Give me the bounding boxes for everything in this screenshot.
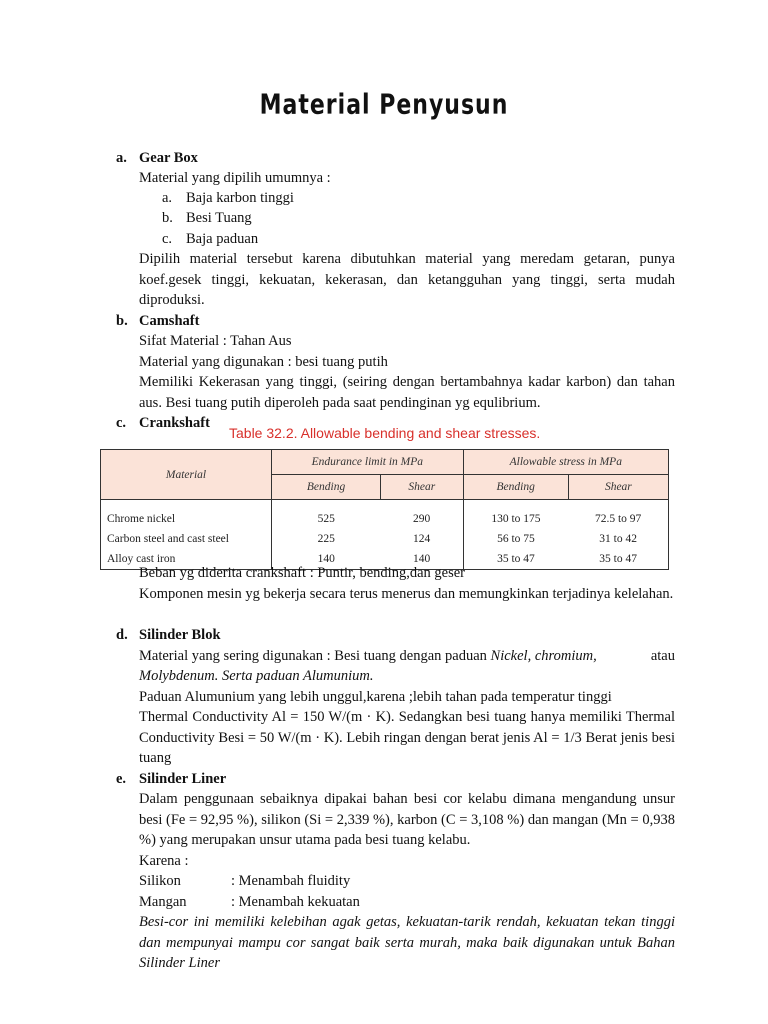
cell-end-bending: 140 [272, 549, 381, 570]
col-header-allowable: Allowable stress in MPa [463, 450, 668, 475]
silinder-blok-paragraph: Thermal Conductivity Al = 150 W/(m · K). Sedangkan besi tuang hanya memiliki Thermal Conductivity Besi = 50 W/(m · K). Lebih ringan dengan berat jenis Al = 1/3 Berat jenis besi tuang [139, 709, 675, 766]
section-marker-c: c. [116, 415, 127, 431]
sub-header-shear: Shear [381, 475, 464, 500]
material-text-end: atau [650, 648, 675, 664]
table-caption: Table 32.2. Allowable bending and shear stresses. [229, 425, 541, 441]
section-heading-crankshaft: Crankshaft [139, 415, 210, 431]
col-header-material: Material [101, 450, 272, 500]
crankshaft-load: Beban yg diderita crankshaft : Puntir, bending,dan geser [139, 565, 465, 581]
karena-label: Karena : [139, 853, 189, 869]
cell-end-shear: 290 [381, 500, 464, 530]
cell-allow-bending: 35 to 47 [463, 549, 568, 570]
sub-header-bending: Bending [272, 475, 381, 500]
cell-end-shear: 140 [381, 549, 464, 570]
list-item: Baja karbon tinggi [186, 190, 294, 206]
cell-allow-shear: 72.5 to 97 [568, 500, 668, 530]
section-marker-a: a. [116, 150, 127, 166]
page-title: Material Penyusun [259, 89, 509, 122]
table-row [101, 500, 669, 530]
cell-material: Chrome nickel [101, 500, 272, 530]
list-item: Besi Tuang [186, 210, 252, 226]
silinder-liner-paragraph: Dalam penggunaan sebaiknya dipakai bahan besi cor kelabu dimana mengandung unsur besi (Fe = 92,95 %), silikon (Si = 2,339 %), karbon (C = 3,108 %) dan mangan (Mn = 0,938 %) yang merupakan unsur utama pada besi tuang kelabu. [139, 791, 675, 848]
section-marker-d: d. [116, 627, 128, 643]
material-text-italic: Nickel, chromium, [490, 648, 597, 664]
list-marker: a. [162, 190, 173, 206]
cell-end-bending: 225 [272, 529, 381, 549]
cell-allow-shear: 35 to 47 [568, 549, 668, 570]
sub-header-bending: Bending [463, 475, 568, 500]
crankshaft-paragraph: Komponen mesin yg bekerja secara terus menerus dan memungkinkan terjadinya kelelahan. [139, 586, 674, 602]
silinder-blok-material [139, 646, 675, 666]
prop-value: : Menambah kekuatan [231, 894, 360, 910]
col-header-endurance: Endurance limit in MPa [272, 450, 464, 475]
section-heading-camshaft: Camshaft [139, 313, 200, 329]
camshaft-paragraph: Memiliki Kekerasan yang tinggi, (seiring dengan bertambahnya kadar karbon) dan tahan aus. Besi tuang putih diperoleh pada saat pendinginan yg equlibrium. [139, 374, 675, 411]
section-heading-silinder-liner: Silinder Liner [139, 771, 227, 787]
table-row [101, 529, 669, 549]
prop-value: : Menambah fluidity [231, 873, 351, 889]
material-text-plain: Material yang sering digunakan : Besi tuang dengan paduan [139, 648, 491, 664]
section-heading-silinder-blok: Silinder Blok [139, 627, 221, 643]
silinder-liner-closing: Besi-cor ini memiliki kelebihan agak getas, kekuatan-tarik rendah, kekuatan tekan tinggi dan mempunyai mampu cor sangat baik serta murah, maka baik digunakan untuk Bahan Silinder Liner [139, 914, 675, 971]
list-item: Baja paduan [186, 231, 259, 247]
section-heading-gear-box: Gear Box [139, 150, 198, 166]
cell-allow-bending: 56 to 75 [463, 529, 568, 549]
cell-end-bending: 525 [272, 500, 381, 530]
section-marker-b: b. [116, 313, 128, 329]
prop-name: Mangan [139, 894, 187, 910]
cell-allow-bending: 130 to 175 [463, 500, 568, 530]
silinder-blok-material-cont: Molybdenum. Serta paduan Alumunium. [139, 668, 374, 684]
list-marker: c. [162, 231, 173, 247]
cell-material: Alloy cast iron [101, 549, 272, 570]
cell-allow-shear: 31 to 42 [568, 529, 668, 549]
prop-name: Silikon [139, 873, 181, 889]
sub-header-shear: Shear [568, 475, 668, 500]
stress-table [100, 449, 669, 565]
list-marker: b. [162, 210, 173, 226]
camshaft-material: Material yang digunakan : besi tuang putih [139, 354, 388, 370]
gear-box-intro: Material yang dipilih umumnya : [139, 170, 331, 186]
gear-box-paragraph: Dipilih material tersebut karena dibutuhkan material yang meredam getaran, punya koef.gesek tinggi, kekuatan, kekerasan, dan ketangguhan yang tinggi, serta mudah diproduksi. [139, 251, 675, 308]
material-text [139, 646, 597, 666]
section-marker-e: e. [116, 771, 127, 787]
silinder-blok-alumunium: Paduan Alumunium yang lebih unggul,karena ;lebih tahan pada temperatur tinggi [139, 689, 612, 705]
cell-material: Carbon steel and cast steel [101, 529, 272, 549]
camshaft-property: Sifat Material : Tahan Aus [139, 333, 292, 349]
cell-end-shear: 124 [381, 529, 464, 549]
